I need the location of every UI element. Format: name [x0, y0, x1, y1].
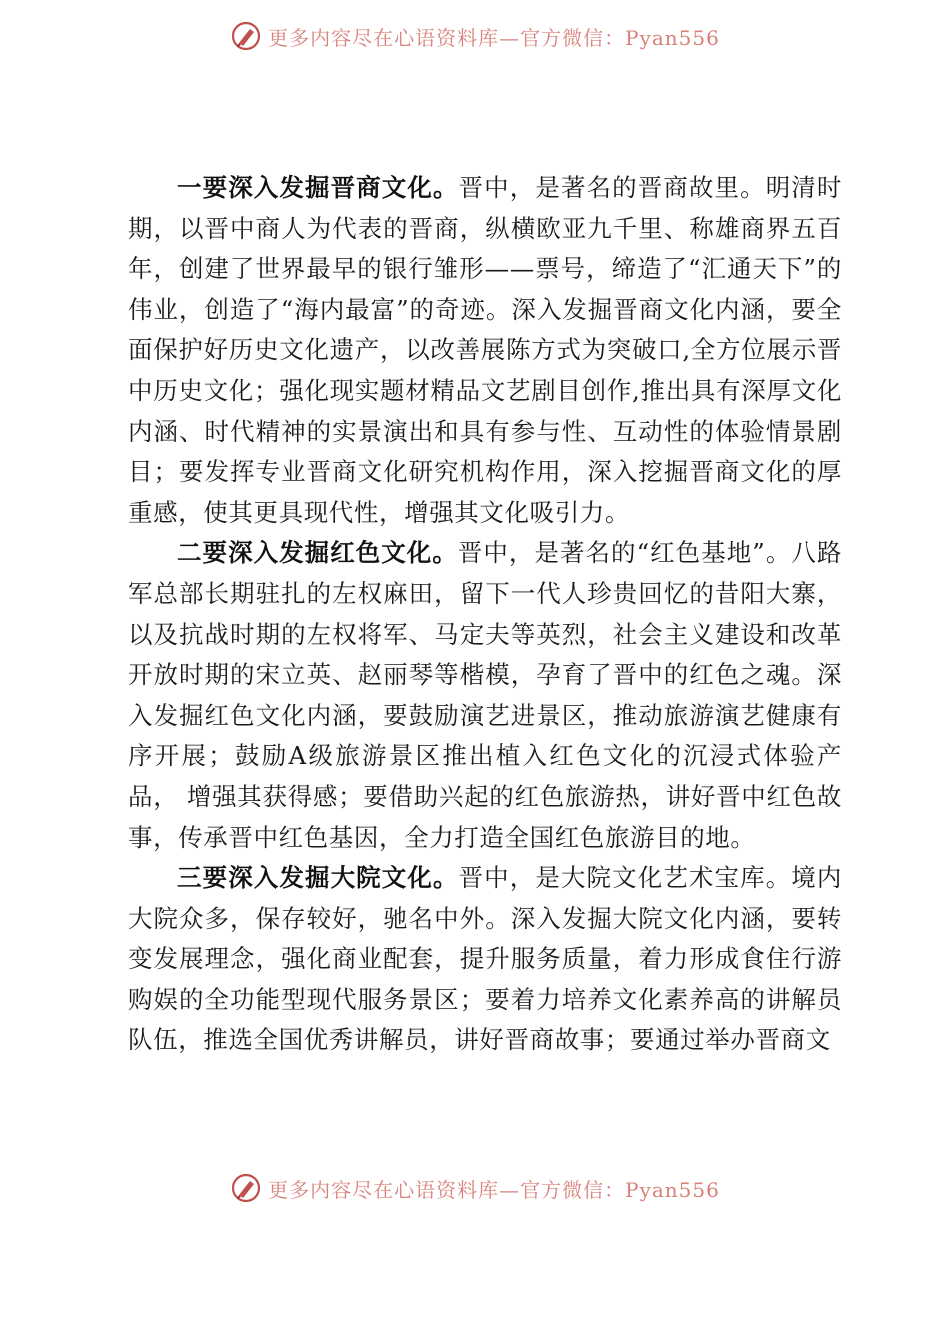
pen-logo-icon [230, 20, 262, 52]
paragraph-jinshang-culture [128, 168, 842, 533]
footer-banner [0, 1168, 950, 1208]
footer-banner-text: 更多内容尽在心语资料库—官方微信：Pyan556 [268, 1177, 720, 1202]
paragraph-text: 晋中，是大院文化艺术宝库。境内大院众多，保存较好，驰名中外。深入发掘大院文化内涵，要转变发展理念，强化商业配套，提升服务质量，着力形成食住行游购娱的全功能型现代服务景区；要着力培养文化素养高的讲解员队伍，推选全国优秀讲解员，讲好晋商故事；要通过举办晋商文 [128, 863, 842, 1055]
pen-logo-icon [230, 1172, 262, 1204]
paragraph-text: 晋中，是著名的“红色基地”。八路军总部长期驻扎的左权麻田，留下一代人珍贵回忆的昔阳大寨，以及抗战时期的左权将军、马定夫等英烈，社会主义建设和改革开放时期的宋立英、赵丽琴等楷模，孕育了晋中的红色之魂。深入发掘红色文化内涵，要鼓励演艺进景区，推动旅游演艺健康有序开展；鼓励A级旅游景区推出植入红色文化的沉浸式体验产品， 增强其获得感；要借助兴起的红色旅游热，讲好晋中红色故事，传承晋中红色基因，全力打造全国红色旅游目的地。 [128, 538, 842, 852]
header-banner [0, 16, 950, 56]
paragraph-heading: 一要深入发掘晋商文化。 [177, 173, 459, 202]
paragraph-courtyard-culture [128, 858, 842, 1061]
paragraph-heading: 二要深入发掘红色文化。 [177, 538, 458, 568]
paragraph-red-culture [128, 533, 842, 858]
header-banner-text: 更多内容尽在心语资料库—官方微信：Pyan556 [268, 25, 720, 50]
paragraph-text: 晋中，是著名的晋商故里。明清时期，以晋中商人为代表的晋商，纵横欧亚九千里、称雄商界五百年，创建了世界最早的银行雏形——票号，缔造了“汇通天下”的伟业，创造了“海内最富”的奇迹。深入发掘晋商文化内涵，要全面保护好历史文化遗产，以改善展陈方式为突破口,全方位展示晋中历史文化；强化现实题材精品文艺剧目创作,推出具有深厚文化内涵、时代精神的实景演出和具有参与性、互动性的体验情景剧目；要发挥专业晋商文化研究机构作用，深入挖掘晋商文化的厚重感，使其更具现代性，增强其文化吸引力。 [128, 173, 842, 527]
article-body [128, 168, 842, 1061]
paragraph-heading: 三要深入发掘大院文化。 [177, 863, 459, 893]
